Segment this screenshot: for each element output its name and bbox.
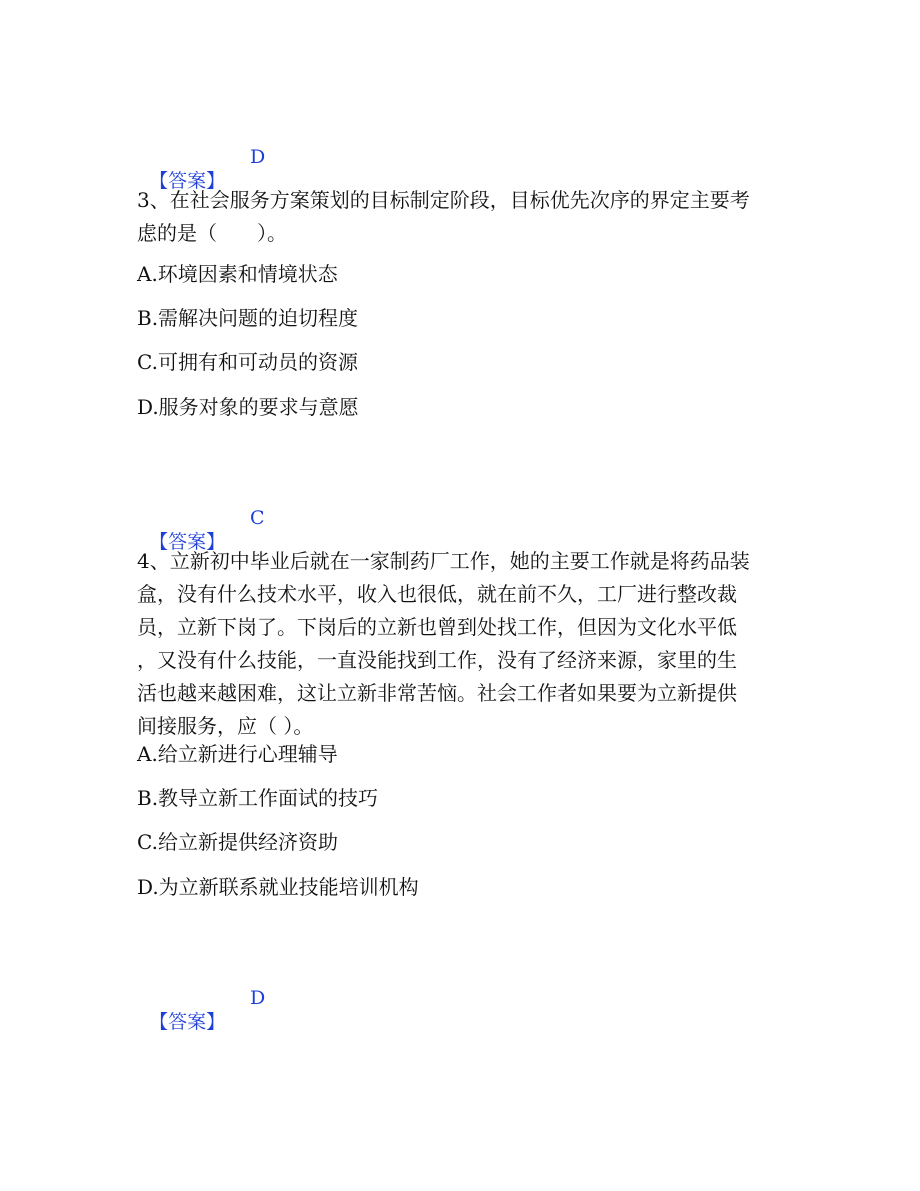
answer-label: 【答案】 — [149, 531, 226, 553]
question-stem-line: 4、立新初中毕业后就在一家制药厂工作，她的主要工作就是将药品装 — [137, 549, 750, 573]
question-stem — [137, 184, 787, 250]
question-stem-line: 员，立新下岗了。下岗后的立新也曾到处找工作，但因为文化水平低 — [137, 615, 737, 639]
answer-value: D — [250, 146, 266, 168]
option-d: D.为立新联系就业技能培训机构 — [137, 875, 419, 899]
option-b: B.需解决问题的迫切程度 — [137, 306, 359, 330]
option-b: B.教导立新工作面试的技巧 — [137, 786, 379, 810]
option-a: A.给立新进行心理辅导 — [137, 742, 338, 766]
question-stem-line: 间接服务，应（ ）。 — [137, 714, 314, 738]
question-stem-line: 盒，没有什么技术水平，收入也很低，就在前不久，工厂进行整改裁 — [137, 582, 737, 606]
answer-label: 【答案】 — [149, 170, 226, 192]
answer-line — [137, 986, 266, 1058]
option-c: C.可拥有和可动员的资源 — [137, 350, 358, 374]
option-a: A.环境因素和情境状态 — [137, 262, 338, 286]
question-stem-line: 3、在社会服务方案策划的目标制定阶段，目标优先次序的界定主要考 — [137, 188, 750, 212]
question-stem-line: 活也越来越困难，这让立新非常苦恼。社会工作者如果要为立新提供 — [137, 681, 737, 705]
answer-value: D — [250, 987, 266, 1009]
question-stem-line: 虑的是（ ）。 — [137, 221, 287, 245]
option-d: D.服务对象的要求与意愿 — [137, 395, 359, 419]
answer-label: 【答案】 — [149, 1011, 226, 1033]
answer-value: C — [250, 507, 265, 529]
option-c: C.给立新提供经济资助 — [137, 830, 338, 854]
question-stem-line: ，又没有什么技能，一直没能找到工作，没有了经济来源，家里的生 — [137, 648, 737, 672]
question-stem — [137, 545, 787, 743]
